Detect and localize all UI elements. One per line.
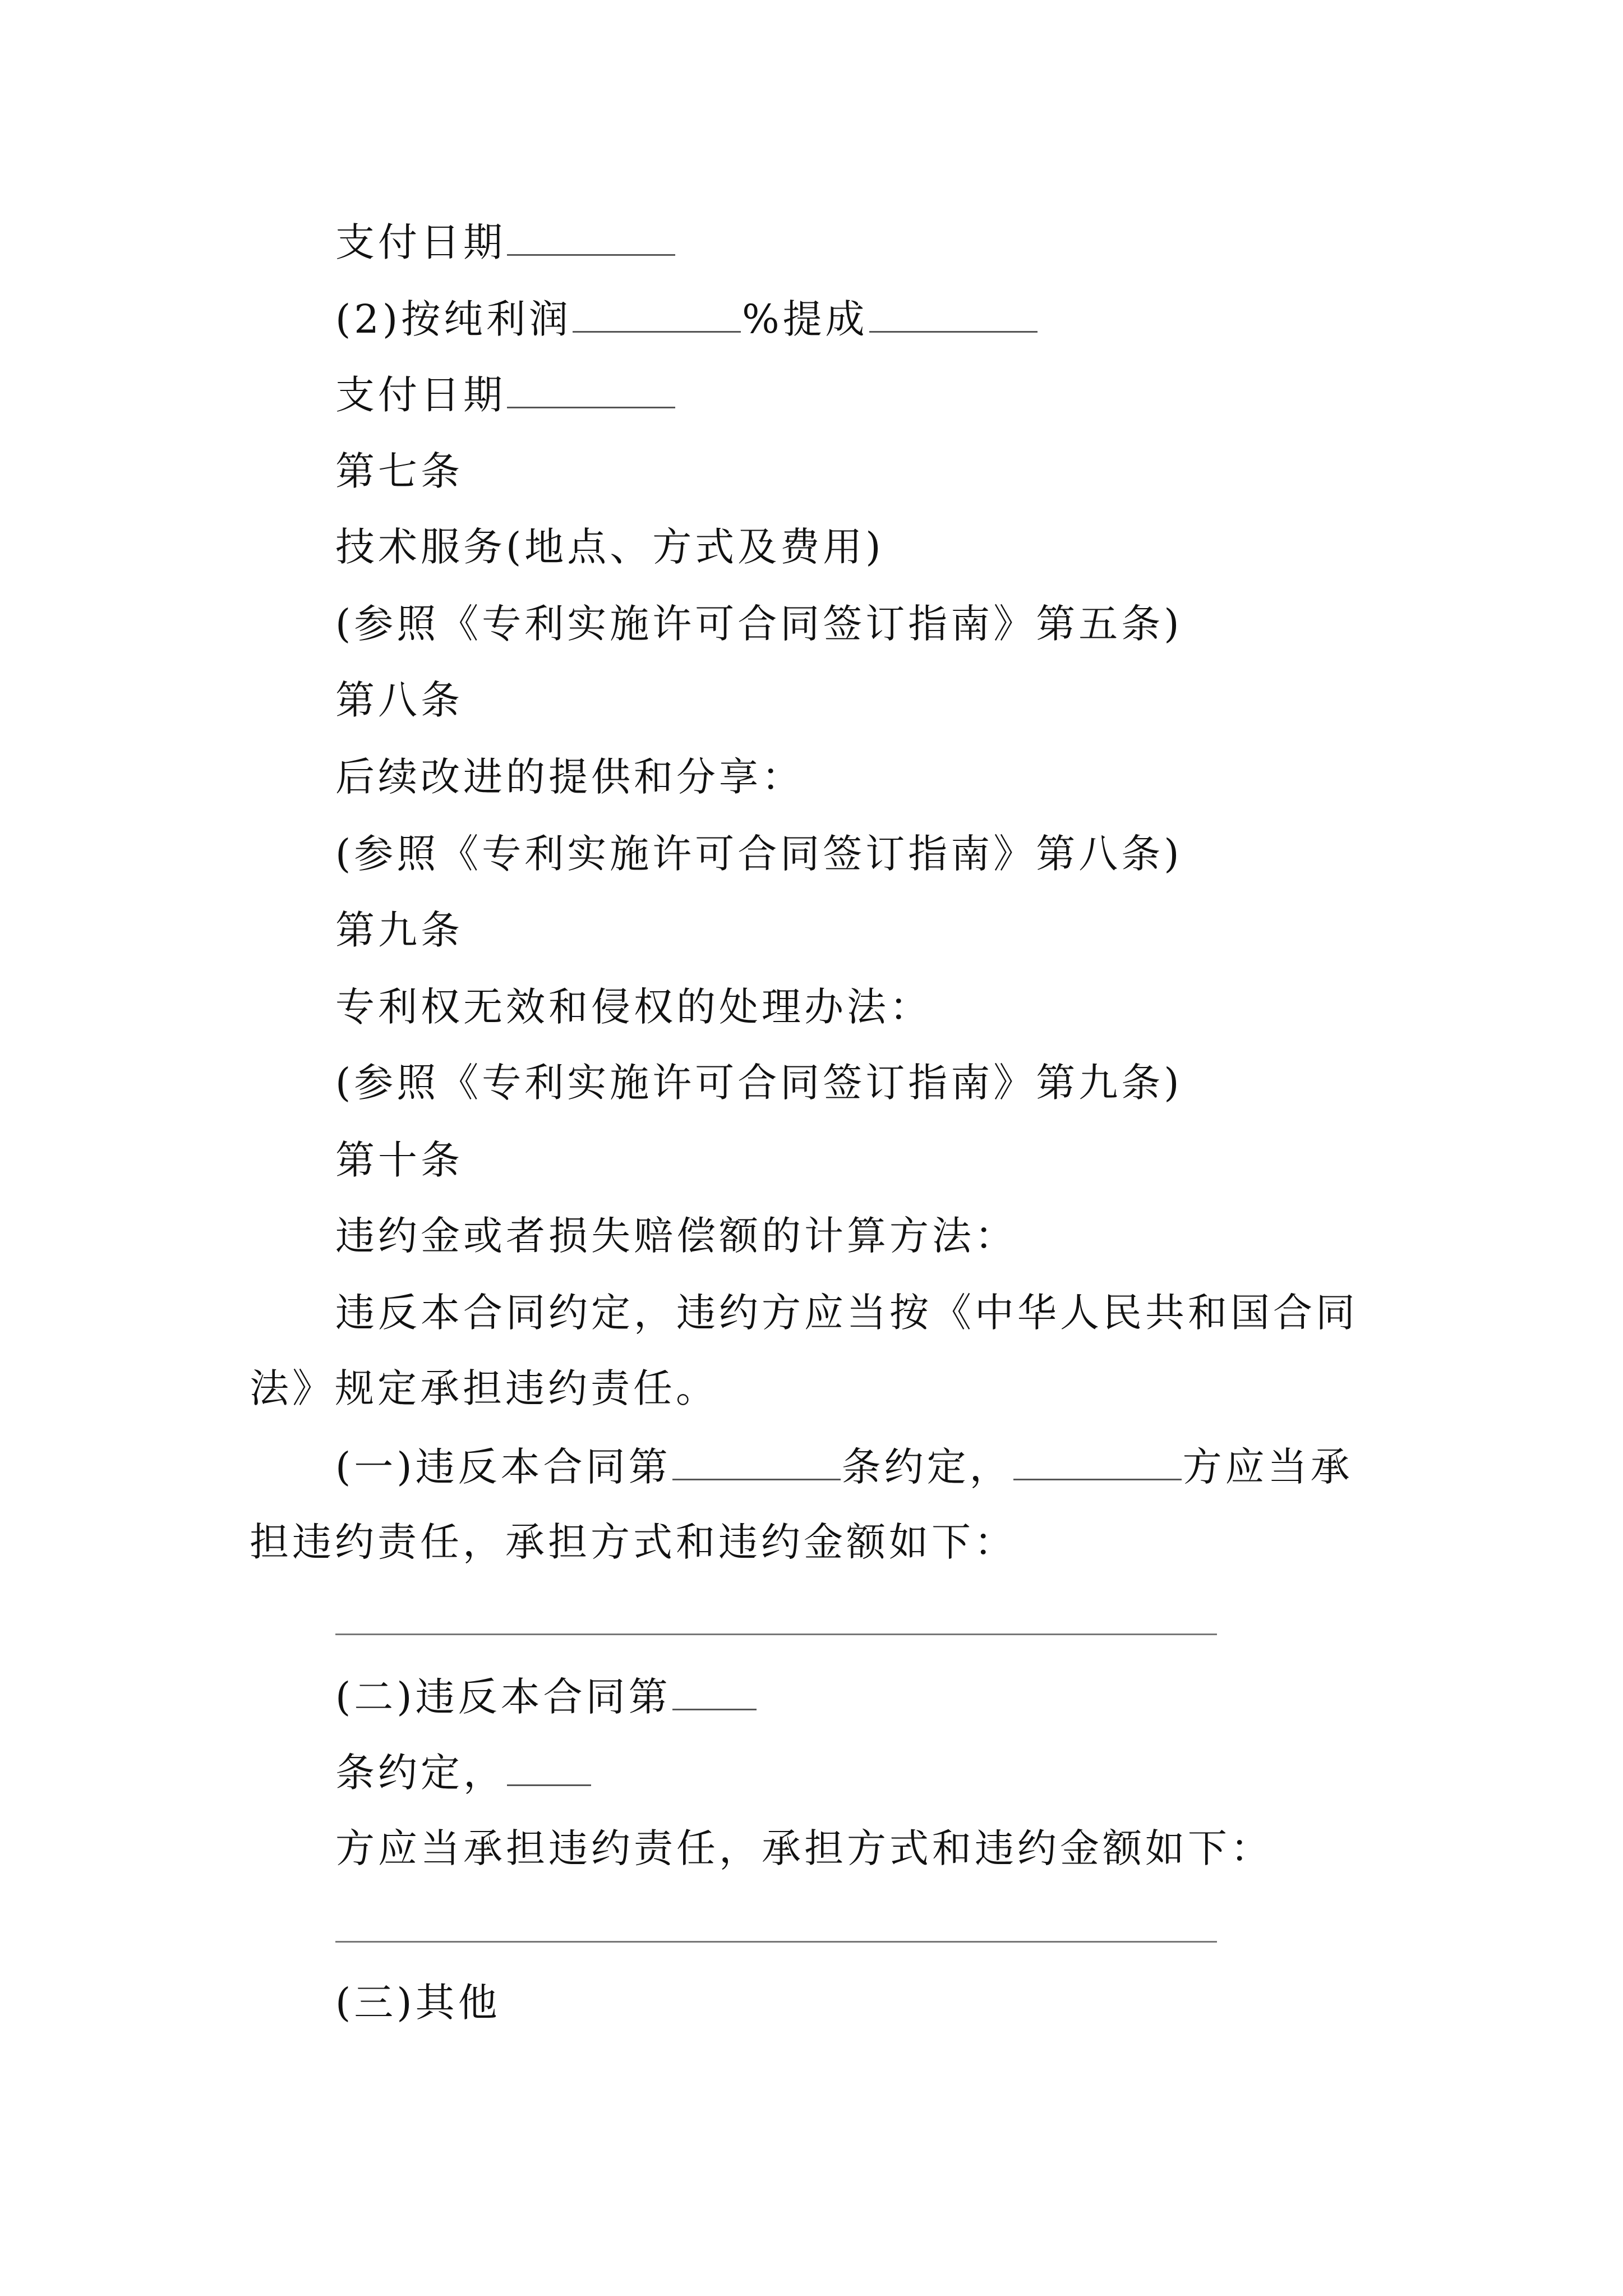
payment-date-blank-2[interactable] bbox=[507, 374, 675, 408]
breach-paragraph-line-2: 法》规定承担违约责任。 bbox=[250, 1365, 718, 1411]
payment-date-line-2 bbox=[335, 372, 676, 418]
clause-three-line: (三)其他 bbox=[335, 1980, 501, 2026]
clause-one-fill-line[interactable] bbox=[335, 1634, 1217, 1635]
clause-one-party-label: 方应当承 bbox=[1182, 1444, 1353, 1490]
clause-two-agreement: 条约定， bbox=[335, 1750, 506, 1796]
clause-one-party-blank[interactable] bbox=[1013, 1446, 1182, 1480]
payment-date-label-2: 支付日期 bbox=[335, 372, 506, 418]
net-profit-line bbox=[335, 296, 1039, 342]
article-7-heading: 第七条 bbox=[335, 448, 463, 494]
clause-one-agreement: 条约定， bbox=[841, 1444, 1012, 1490]
article-10-title: 违约金或者损失赔偿额的计算方法： bbox=[335, 1213, 1017, 1259]
clause-two-label: (二)违反本合同第 bbox=[335, 1674, 671, 1720]
net-profit-label: (2)按纯利润 bbox=[335, 296, 572, 342]
clause-two-party-blank[interactable] bbox=[507, 1752, 591, 1786]
payment-date-blank[interactable] bbox=[507, 222, 675, 256]
article-7-title: 技术服务(地点、方式及费用) bbox=[335, 524, 884, 570]
article-8-title: 后续改进的提供和分享： bbox=[335, 754, 804, 800]
net-profit-percent-blank[interactable] bbox=[573, 298, 741, 333]
article-10-heading: 第十条 bbox=[335, 1137, 463, 1183]
article-7-reference: (参照《专利实施许可合同签订指南》第五条) bbox=[335, 601, 1183, 647]
clause-one-line-1 bbox=[335, 1444, 1353, 1490]
clause-one-label: (一)违反本合同第 bbox=[335, 1444, 671, 1490]
clause-one-article-blank[interactable] bbox=[672, 1446, 841, 1480]
article-9-heading: 第九条 bbox=[335, 907, 463, 953]
clause-two-fill-line[interactable] bbox=[335, 1941, 1217, 1943]
payment-date-label: 支付日期 bbox=[335, 219, 506, 265]
article-8-reference: (参照《专利实施许可合同签订指南》第八条) bbox=[335, 831, 1183, 877]
clause-two-line-3: 方应当承担违约责任，承担方式和违约金额如下： bbox=[335, 1825, 1273, 1871]
commission-label: %提成 bbox=[742, 296, 868, 342]
clause-one-line-2: 担违约责任，承担方式和违约金额如下： bbox=[250, 1519, 1017, 1565]
payment-date-line-1 bbox=[335, 219, 676, 265]
article-9-reference: (参照《专利实施许可合同签订指南》第九条) bbox=[335, 1060, 1183, 1106]
article-9-title: 专利权无效和侵权的处理办法： bbox=[335, 984, 932, 1030]
clause-two-line-2 bbox=[335, 1750, 592, 1796]
commission-blank[interactable] bbox=[869, 298, 1038, 333]
clause-two-line-1 bbox=[335, 1674, 758, 1720]
article-8-heading: 第八条 bbox=[335, 677, 463, 723]
breach-paragraph-line-1: 违反本合同约定，违约方应当按《中华人民共和国合同 bbox=[335, 1290, 1358, 1336]
clause-two-article-blank[interactable] bbox=[672, 1676, 757, 1710]
